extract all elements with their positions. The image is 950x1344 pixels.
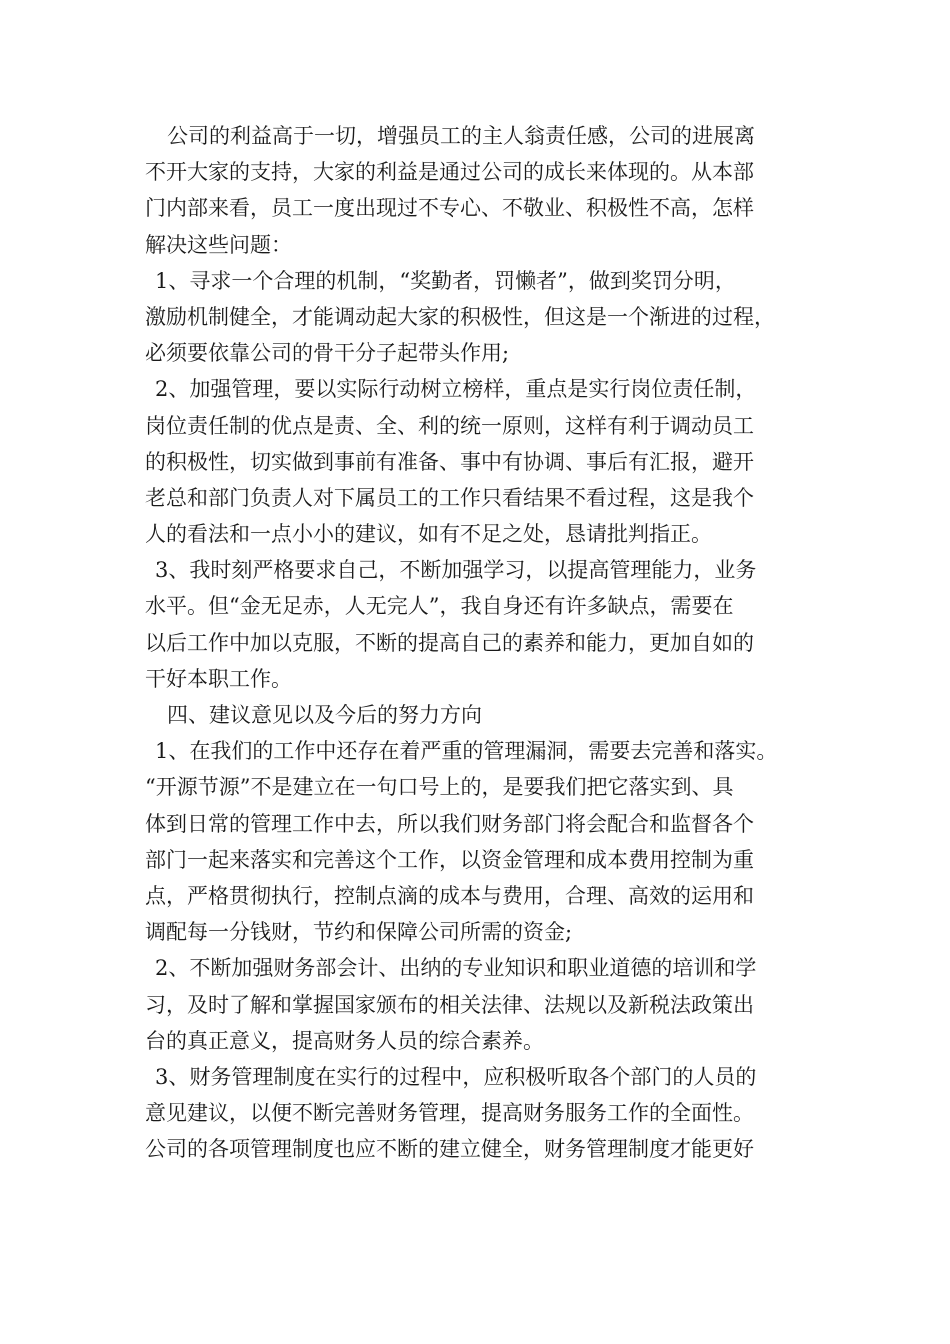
- text-line: 3、我时刻严格要求自己，不断加强学习，以提高管理能力，业务: [155, 558, 757, 583]
- text-line: 不开大家的支持，大家的利益是通过公司的成长来体现的。从本部: [145, 160, 754, 185]
- text-line: 老总和部门负责人对下属员工的工作只看结果不看过程，这是我个: [145, 485, 754, 510]
- text-line: 的积极性，切实做到事前有准备、事中有协调、事后有汇报，避开: [145, 449, 754, 474]
- text-line: 3、财务管理制度在实行的过程中，应积极听取各个部门的人员的: [155, 1064, 757, 1089]
- text-line: 人的看法和一点小小的建议，如有不足之处，恳请批判指正。: [145, 522, 712, 547]
- text-line: 解决这些问题：: [145, 232, 292, 257]
- text-line: 干好本职工作。: [145, 666, 292, 691]
- paragraph-item-2-management: [145, 371, 810, 552]
- text-line: 岗位责任制的优点是责、全、利的统一原则，这样有利于调动员工: [145, 413, 754, 438]
- text-line: 体到日常的管理工作中去，所以我们财务部门将会配合和监督各个: [145, 811, 754, 836]
- paragraph-suggestion-1: [145, 733, 810, 950]
- paragraph-item-1-mechanism: [145, 263, 810, 372]
- paragraph-company-interest: [145, 118, 810, 263]
- text-line: 部门一起来落实和完善这个工作，以资金管理和成本费用控制为重: [145, 847, 754, 872]
- text-line: “开源节源”不是建立在一句口号上的，是要我们把它落实到、具: [145, 775, 734, 800]
- text-line: 公司的利益高于一切，增强员工的主人翁责任感，公司的进展离: [167, 124, 755, 148]
- section-heading-four: [145, 697, 810, 733]
- paragraph-item-3-self-discipline: [145, 552, 810, 697]
- text-line: 公司的各项管理制度也应不断的建立健全，财务管理制度才能更好: [145, 1137, 754, 1162]
- text-line: 2、加强管理，要以实际行动树立榜样，重点是实行岗位责任制，: [155, 377, 757, 402]
- text-line: 2、不断加强财务部会计、出纳的专业知识和职业道德的培训和学: [155, 956, 757, 981]
- document-page: [145, 118, 810, 1167]
- text-line: 习，及时了解和掌握国家颁布的相关法律、法规以及新税法政策出: [145, 992, 754, 1017]
- text-line: 意见建议，以便不断完善财务管理，提高财务服务工作的全面性。: [145, 1101, 754, 1126]
- text-line: 水平。但“金无足赤，人无完人”，我自身还有许多缺点，需要在: [145, 594, 734, 619]
- text-line: 以后工作中加以克服，不断的提高自己的素养和能力，更加自如的: [145, 630, 754, 655]
- paragraph-suggestion-2: [145, 950, 810, 1059]
- text-line: 1、寻求一个合理的机制，“奖勤者，罚懒者”，做到奖罚分明，: [155, 268, 736, 293]
- text-line: 门内部来看，员工一度出现过不专心、不敬业、积极性不高，怎样: [145, 196, 754, 221]
- text-line: 台的真正意义，提高财务人员的综合素养。: [145, 1028, 544, 1053]
- text-line: 必须要依靠公司的骨干分子起带头作用;: [145, 341, 510, 366]
- text-line: 激励机制健全，才能调动起大家的积极性，但这是一个渐进的过程，: [145, 304, 775, 329]
- text-line: 调配每一分钱财，节约和保障公司所需的资金;: [145, 920, 573, 945]
- section-heading-text: 四、建议意见以及今后的努力方向: [167, 703, 482, 727]
- text-line: 点，严格贯彻执行，控制点滴的成本与费用，合理、高效的运用和: [145, 883, 754, 908]
- text-line: 1、在我们的工作中还存在着严重的管理漏洞，需要去完善和落实。: [155, 739, 778, 764]
- paragraph-suggestion-3: [145, 1059, 810, 1168]
